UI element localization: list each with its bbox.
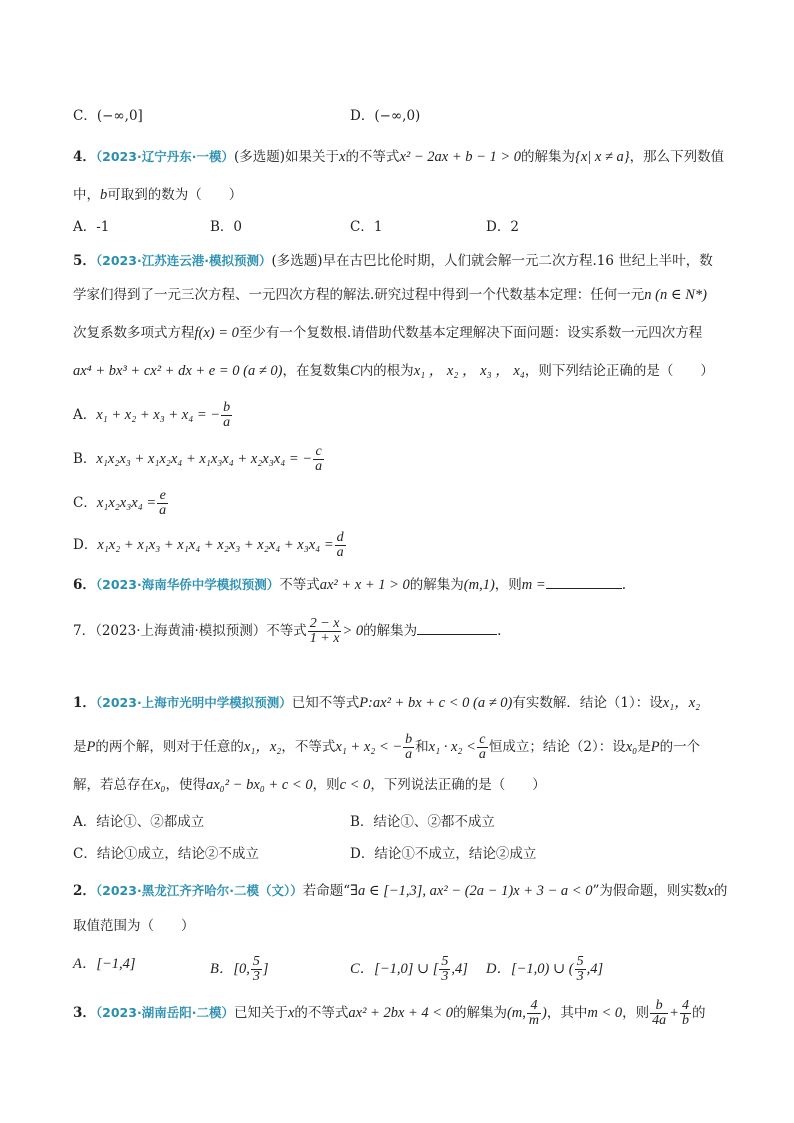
p2-source: （2023·黑龙江齐齐哈尔·二模（文）） (95, 883, 303, 898)
q5-line3: 次复系数多项式方程f(x) = 0至少有一个复数根.请借助代数基本定理解决下面问题：设实系数一元四次方程 (73, 325, 703, 341)
q5-option-d: D．x₁x₂ + x₁x₃ + x₁x₄ + x₂x₃ + x₂x₄ + x₃x₄ = $\frac{d}{a}$ (73, 530, 344, 560)
q5-option-c: C．x₁x₂x₃x₄ = $\frac{e}{a}$ (73, 488, 167, 518)
p1-option-c: C．结论①成立，结论②不成立 (73, 846, 259, 862)
q4-option-b: B．0 (210, 219, 243, 235)
q5-option-a: A．x₁ + x₂ + x₃ + x₄ = − $\frac{b}{a}$ (73, 400, 231, 430)
option-c-top: C．(−∞,0] (73, 108, 143, 124)
p1-option-d: D．结论①不成立，结论②成立 (350, 846, 537, 862)
p2-line2: 取值范围为（ ） (73, 918, 195, 934)
q6-source: （2023·海南华侨中学模拟预测） (95, 577, 280, 592)
p1-line1: 1．（2023·上海市光明中学模拟预测）已知不等式P:ax² + bx + c < 0 (a ≠ 0)有实数解．结论（1）：设x₁，x₂ (73, 695, 701, 711)
p2-option-c: C．[−1,0] ∪ [ $\frac{5}{3}$ ,4] (350, 954, 468, 984)
p1-line2: 是P的两个解，则对于任意的x₁，x₂，不等式x₁ + x₂ < − $\frac{b}{a}$ 和x₁ · x₂ < $\frac{c}{a}$ 恒成立；结论（2）：设x₀是P的一个 (73, 732, 701, 762)
q5-line2: 学家们得到了一元三次方程、一元四次方程的解法.研究过程中得到一个代数基本定理：任何一元n (n ∈ N*) (73, 287, 707, 303)
q5-source: （2023·江苏连云港·模拟预测） (95, 253, 272, 268)
q5-line1: 5．（2023·江苏连云港·模拟预测）(多选题)早在古巴比伦时期，人们就会解一元二次方程.16 世纪上半叶，数 (73, 253, 713, 269)
p2-option-d: D．[−1,0) ∪ ( $\frac{5}{3}$ ,4] (486, 954, 604, 984)
q6-line: 6．（2023·海南华侨中学模拟预测）不等式ax² + x + 1 > 0的解集为(m,1)，则m = . (73, 577, 626, 593)
p2-line1: 2．（2023·黑龙江齐齐哈尔·二模（文））若命题“∃a ∈ [−1,3], ax² − (2a − 1)x + 3 − a < 0”为假命题，则实数x的 (73, 883, 728, 899)
p1-source: （2023·上海市光明中学模拟预测） (95, 695, 292, 710)
q4-option-a: A．-1 (73, 219, 110, 235)
q7-answer-blank (417, 621, 497, 635)
q6-answer-blank (546, 575, 622, 589)
q4-source: （2023·辽宁丹东·一模） (95, 149, 234, 164)
p1-option-b: B．结论①、②都不成立 (350, 814, 495, 830)
p1-line3: 解，若总存在x₀，使得ax₀² − bx₀ + c < 0，则c < 0，下列说法正确的是（ ） (73, 777, 546, 793)
q4-line1: 4．（2023·辽宁丹东·一模）(多选题)如果关于x的不等式x² − 2ax + b − 1 > 0的解集为{x| x ≠ a}，那么下列数值 (73, 149, 725, 165)
option-d-top: D．(−∞,0) (350, 108, 421, 124)
p3-source: （2023·湖南岳阳·二模） (95, 1005, 234, 1020)
q5-option-b: B．x₁x₂x₃ + x₁x₂x₄ + x₁x₃x₄ + x₂x₃x₄ = − $\frac{c}{a}$ (73, 444, 323, 474)
p2-option-b: B．[0, $\frac{5}{3}$ ] (210, 954, 269, 984)
p1-option-a: A．结论①、②都成立 (73, 814, 205, 830)
q4-line2: 中，b可取到的数为（ ） (73, 187, 243, 203)
p2-option-a: A．[−1,4] (73, 956, 136, 972)
q5-line4: ax⁴ + bx³ + cx² + dx + e = 0 (a ≠ 0)，在复数集C内的根为x₁ ， x₂ ， x₃ ， x₄，则下列结论正确的是（ ） (73, 363, 714, 379)
q4-option-c: C．1 (350, 219, 383, 235)
q7-line: 7．（2023·上海黄浦·模拟预测）不等式 $\frac{2 - x}{1 + x}$ > 0的解集为 . (73, 616, 502, 646)
q4-option-d: D．2 (486, 219, 519, 235)
p3-line1: 3．（2023·湖南岳阳·二模）已知关于x的不等式ax² + 2bx + 4 < 0的解集为(m, $\frac{4}{m}$ )，其中m < 0，则 $\frac{b}{4a}$ + $\frac{4}{b}$ 的 (73, 998, 706, 1028)
